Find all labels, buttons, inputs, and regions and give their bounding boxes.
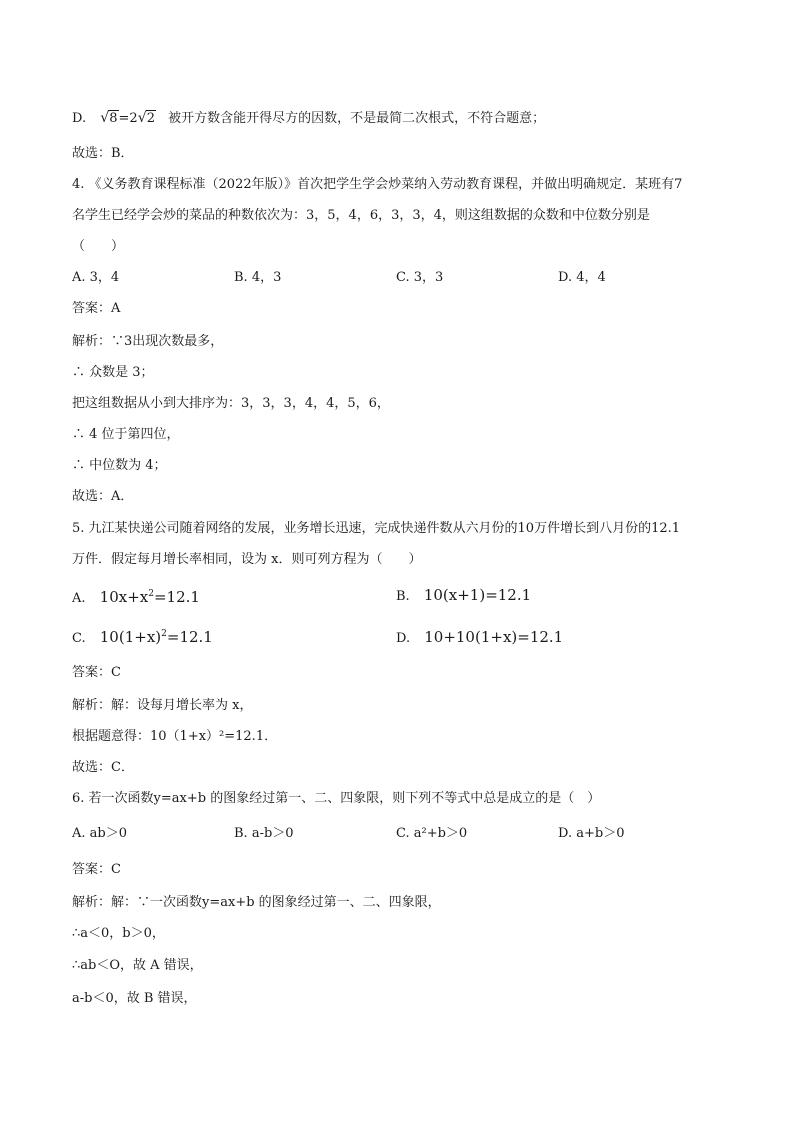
- q5-analysis-2: 根据题意得：10（1+x）²=12.1．: [72, 729, 278, 744]
- q6-answer: 答案：C: [72, 862, 121, 877]
- q5-option-a: A. $10x+x^2=12.1$: [72, 588, 200, 606]
- q5-option-d: D. 10+10(1+x)=12.1: [396, 628, 564, 646]
- q6-analysis-4: a-b＜0，故 B 错误，: [72, 991, 197, 1006]
- q6-analysis-3: ∴ab＜O，故 A 错误，: [72, 958, 203, 973]
- q4-analysis-6: 故选：A．: [72, 489, 134, 504]
- q4-stem-line2: 名学生已经学会炒的菜品的种数依次为：3，5，4，6，3，3，4，则这组数据的众数和中位数分别是: [72, 208, 650, 223]
- q5-stem-line1: 5. 九江某快递公司随着网络的发展，业务增长迅速，完成快递件数从六月份的10万件增长到八月份的12.1: [72, 521, 681, 536]
- q3-option-d-line: [72, 110, 724, 128]
- q5-stem-line2: 万件．假定每月增长率相同，设为 x．则可列方程为（ ）: [72, 552, 422, 567]
- q3-conclusion: 故选：B．: [72, 146, 134, 161]
- q4-answer: 答案：A: [72, 301, 121, 316]
- q5-option-b: B. 10(x+1)=12.1: [396, 586, 532, 604]
- q6-analysis-1: 解析：解：∵一次函数y=ax+b 的图象经过第一、二、四象限，: [72, 895, 441, 910]
- q6-analysis-2: ∴a＜0，b＞0，: [72, 926, 165, 941]
- q4-analysis-3: 把这组数据从小到大排序为：3，3，3，4，4，5，6，: [72, 396, 390, 411]
- q4-option-b: B. 4，3: [234, 270, 282, 285]
- sqrt-2: √ 2: [137, 110, 155, 126]
- q4-stem-line1: 4. 《义务教育课程标准（2022年版）》首次把学生学会炒菜纳入劳动教育课程，并做出明确规定．某班有7: [72, 177, 683, 192]
- q5-answer: 答案：C: [72, 665, 121, 680]
- q4-option-c: C. 3，3: [396, 270, 444, 285]
- q3-option-d-formula: √ 8=2 √ 2: [100, 110, 155, 126]
- q6-option-b: B. a-b＞0: [234, 826, 294, 841]
- q6-option-d: D. a+b＞0: [558, 826, 625, 841]
- q5-option-c: C. $10(1+x)^2=12.1$: [72, 628, 213, 646]
- q3-option-d-text: 被开方数含能开得尽方的因数，不是最简二次根式，不符合题意；: [168, 111, 546, 126]
- q5-analysis-1: 解析：解：设每月增长率为 x，: [72, 698, 253, 713]
- q6-option-c: C. a²+b＞0: [396, 826, 468, 841]
- q4-analysis-4: ∴ 4 位于第四位，: [72, 427, 180, 442]
- q6-option-a: A. ab＞0: [72, 826, 127, 841]
- q5-conclusion: 故选：C．: [72, 760, 134, 775]
- q4-stem-line3: （ ）: [72, 239, 125, 254]
- sqrt-8: √ 8: [100, 110, 118, 126]
- q3-option-d-label: D.: [72, 111, 87, 126]
- q4-option-a: A. 3，4: [72, 270, 120, 285]
- q6-stem: 6. 若一次函数y=ax+b 的图象经过第一、二、四象限，则下列不等式中总是成立的是（ ）: [72, 791, 601, 806]
- q4-analysis-2: ∴ 众数是 3；: [72, 365, 154, 380]
- q4-analysis-1: 解析：∵3出现次数最多，: [72, 334, 224, 349]
- q4-analysis-5: ∴ 中位数为 4；: [72, 458, 167, 473]
- q4-option-d: D. 4，4: [558, 270, 606, 285]
